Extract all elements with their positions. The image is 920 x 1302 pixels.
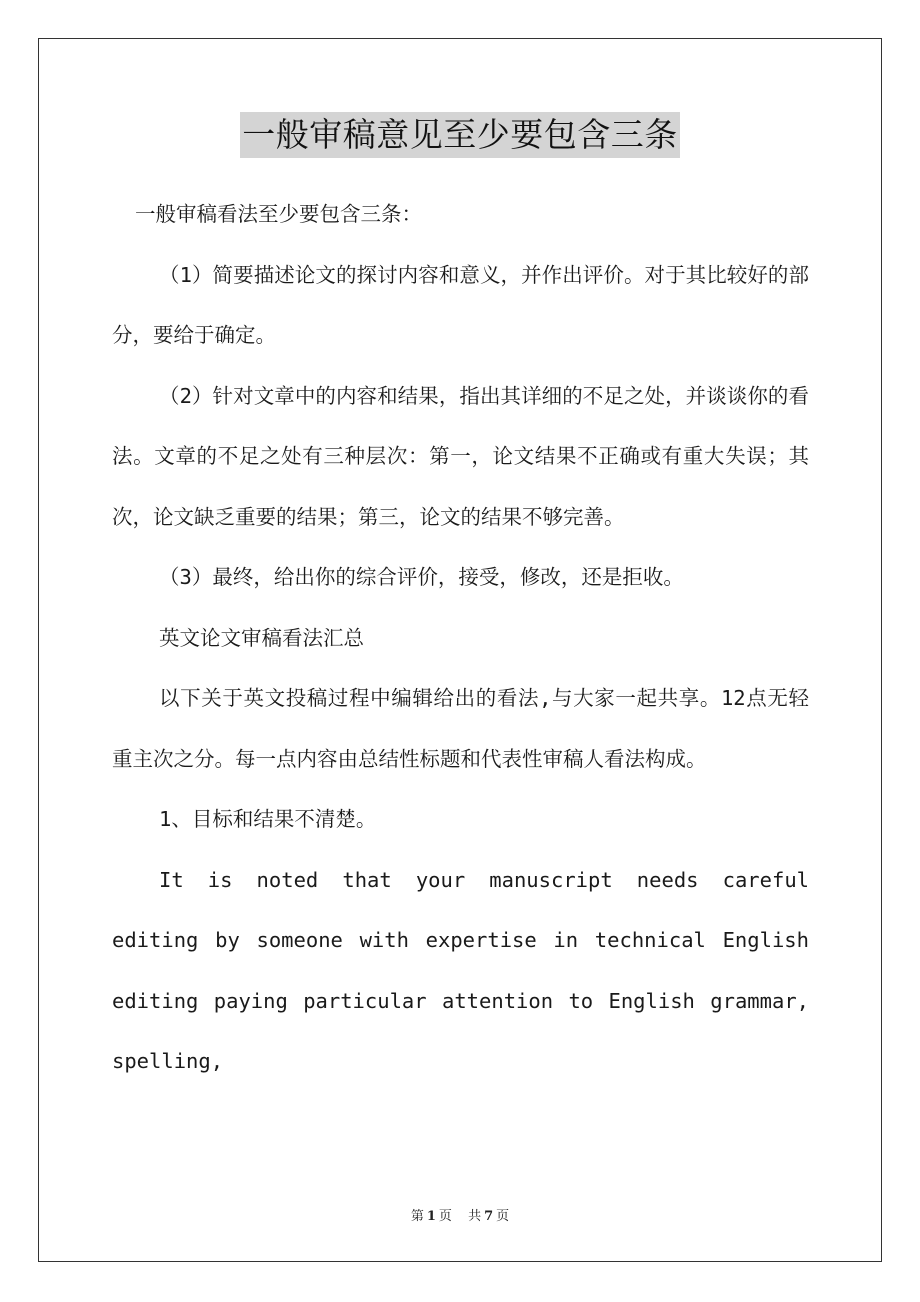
- paragraph-english-comment: It is noted that your manuscript needs careful editing by someone with expertise in technical English editing paying particular attention to English grammar, spelling,: [112, 867, 809, 1073]
- paragraph-summary: 以下关于英文投稿过程中编辑给出的看法,与大家一起共享。12点无轻重主次之分。每一点内容由总结性标题和代表性审稿人看法构成。: [112, 686, 809, 771]
- paragraph-point-3: （3）最终，给出你的综合评价，接受，修改，还是拒收。: [159, 565, 684, 589]
- list-item-1: 1、目标和结果不清楚。: [159, 807, 377, 831]
- page-footer: [0, 1205, 920, 1224]
- current-page-number: 1: [426, 1209, 436, 1224]
- page-indicator: 第 1 页: [410, 1209, 452, 1224]
- title-container: [0, 112, 920, 158]
- paragraph-point-1: （1）简要描述论文的探讨内容和意义，并作出评价。对于其比较好的部分，要给于确定。: [112, 262, 809, 347]
- paragraph-point-2: （2）针对文章中的内容和结果，指出其详细的不足之处，并谈谈你的看法。文章的不足之处有三种层次：第一，论文结果不正确或有重大失误；其次，论文缺乏重要的结果；第三，论文的结果不够完善。: [112, 383, 809, 529]
- section-heading: 英文论文审稿看法汇总: [159, 625, 364, 650]
- total-pages-indicator: 共 7 页: [468, 1209, 510, 1224]
- document-title: 一般审稿意见至少要包含三条: [240, 112, 680, 158]
- total-page-number: 7: [484, 1209, 494, 1224]
- paragraph-intro: 一般审稿看法至少要包含三条：: [135, 202, 422, 226]
- document-body: [112, 184, 809, 1092]
